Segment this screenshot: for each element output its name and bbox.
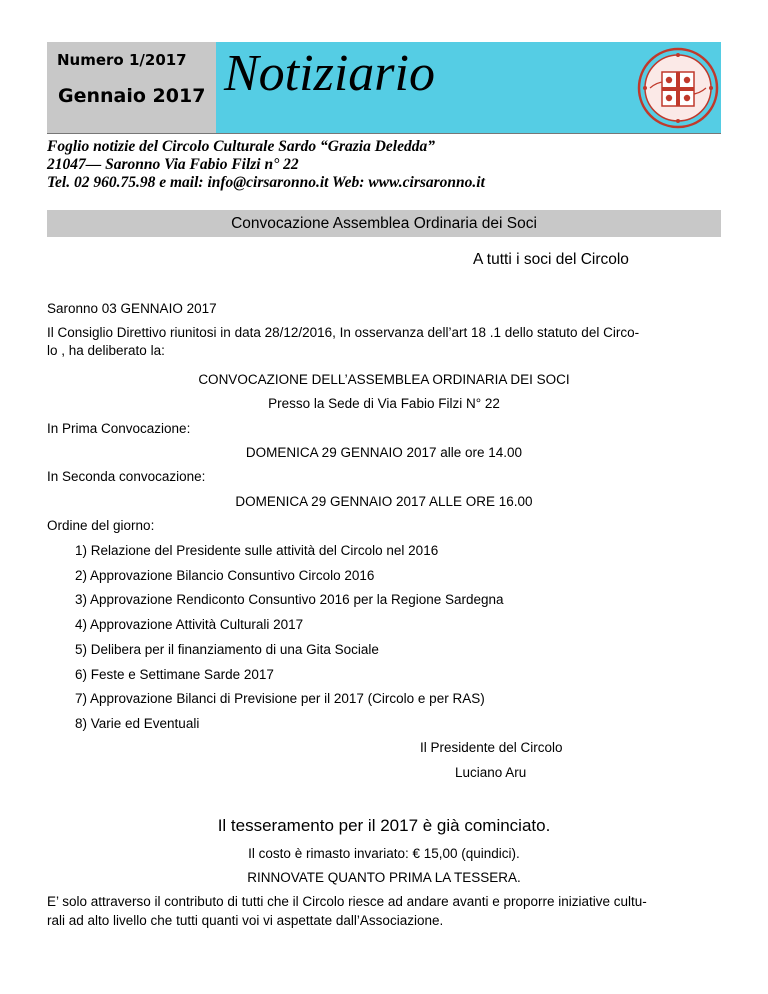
- addressee: A tutti i soci del Circolo: [473, 251, 629, 268]
- membership-cost: Il costo è rimasto invariato: € 15,00 (quindici).: [248, 846, 520, 861]
- intro-line-1: Il Consiglio Direttivo riunitosi in data 28/12/2016, In osservanza dell’art 18 .1 dello statuto del Circo-: [47, 325, 640, 340]
- venue: Presso la Sede di Via Fabio Filzi N° 22: [268, 396, 500, 411]
- convocation-title: CONVOCAZIONE DELL’ASSEMBLEA ORDINARIA DEI SOCI: [198, 372, 570, 387]
- first-convocation-date: DOMENICA 29 GENNAIO 2017 alle ore 14.00: [245, 445, 523, 460]
- agenda-item: 1) Relazione del Presidente sulle attività del Circolo nel 2016: [75, 543, 439, 558]
- club-address-line: 21047— Saronno Via Fabio Filzi n° 22: [47, 156, 299, 173]
- membership-renew: RINNOVATE QUANTO PRIMA LA TESSERA.: [247, 870, 521, 885]
- agenda-label: Ordine del giorno:: [47, 518, 155, 533]
- signature-role: Il Presidente del Circolo: [420, 740, 563, 755]
- section-heading: Convocazione Assemblea Ordinaria dei Soci: [231, 215, 537, 232]
- agenda-item: 7) Approvazione Bilanci di Previsione per il 2017 (Circolo e per RAS): [75, 691, 485, 706]
- agenda-item: 5) Delibera per il finanziamento di una Gita Sociale: [75, 642, 379, 657]
- issue-month: Gennaio 2017: [58, 85, 206, 107]
- closing-line-1: E’ solo attraverso il contributo di tutti che il Circolo riesce ad andare avanti e proporre iniziative cultu-: [47, 894, 647, 909]
- agenda-item: 2) Approvazione Bilancio Consuntivo Circolo 2016: [75, 568, 375, 583]
- signature-name: Luciano Aru: [455, 765, 527, 780]
- club-contact-line: Tel. 02 960.75.98 e mail: info@cirsaronno.it Web: www.cirsaronno.it: [47, 174, 485, 191]
- first-convocation-label: In Prima Convocazione:: [47, 421, 191, 436]
- issue-number: Numero 1/2017: [57, 51, 187, 69]
- newsletter-title: Notiziario: [224, 45, 435, 102]
- header-divider: [47, 133, 721, 134]
- club-name-line: Foglio notizie del Circolo Culturale Sardo “Grazia Deledda”: [47, 138, 435, 155]
- second-convocation-label: In Seconda convocazione:: [47, 469, 206, 484]
- closing-line-2: rali ad alto livello che tutti quanti voi vi aspettate dall’Associazione.: [47, 913, 444, 928]
- agenda-item: 8) Varie ed Eventuali: [75, 716, 200, 731]
- agenda-item: 6) Feste e Settimane Sarde 2017: [75, 667, 274, 682]
- agenda-item: 4) Approvazione Attività Culturali 2017: [75, 617, 304, 632]
- second-convocation-date: DOMENICA 29 GENNAIO 2017 ALLE ORE 16.00: [235, 494, 533, 509]
- date-line: Saronno 03 GENNAIO 2017: [47, 301, 217, 316]
- intro-line-2: lo , ha deliberato la:: [47, 343, 165, 358]
- sardinia-emblem-icon: [636, 46, 720, 130]
- membership-heading: Il tesseramento per il 2017 è già cominciato.: [217, 816, 551, 835]
- agenda-item: 3) Approvazione Rendiconto Consuntivo 2016 per la Regione Sardegna: [75, 592, 504, 607]
